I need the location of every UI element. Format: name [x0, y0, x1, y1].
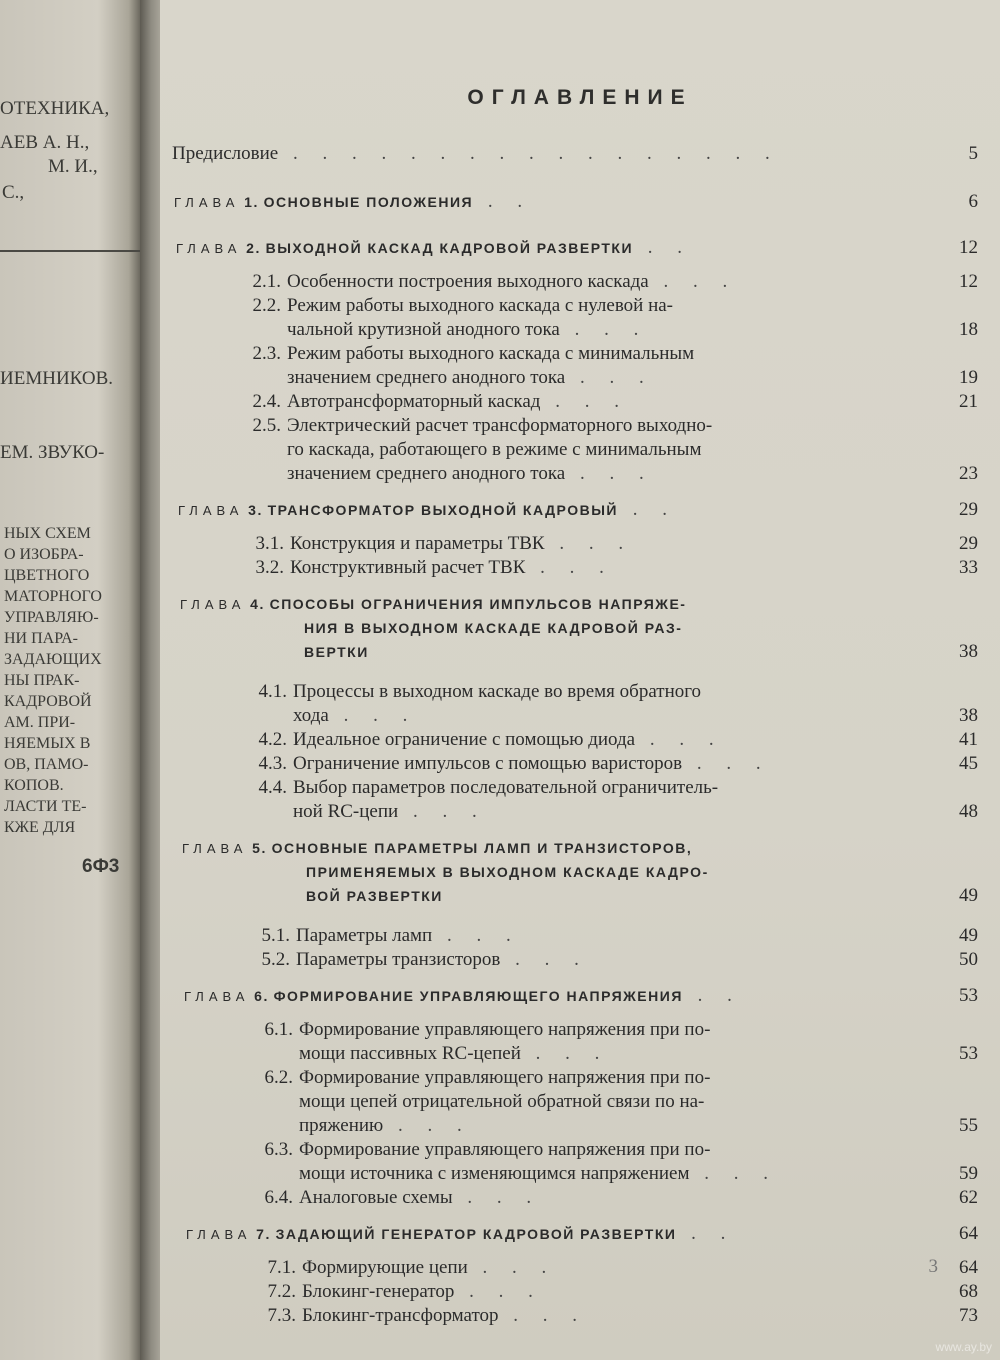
toc-section-row [249, 1067, 978, 1089]
left-text: С., [2, 182, 25, 203]
left-text: КАДРОВОЙ [4, 693, 92, 710]
right-page [160, 0, 1000, 1360]
section-title: Автотрансформаторный каскад [287, 391, 541, 412]
toc-chapter-row [180, 593, 978, 615]
section-number: 7.2. [267, 1281, 296, 1302]
section-number: 4.2. [258, 729, 287, 750]
toc-page-number: 23 [959, 463, 978, 484]
left-text: ЗАДАЮЩИХ [4, 651, 102, 668]
left-text: КОПОВ. [4, 777, 64, 794]
section-title: Аналоговые схемы [299, 1187, 453, 1208]
section-number: 4.4. [258, 777, 287, 798]
section-number: 7.3. [267, 1305, 296, 1326]
toc-page-number: 68 [959, 1281, 978, 1302]
section-number: 3.1. [255, 533, 284, 554]
section-title: Выбор параметров последовательной ограничитель- [293, 777, 719, 798]
toc-chapter-row [174, 191, 978, 213]
toc-page-number: 73 [959, 1305, 978, 1326]
chapter-number: 4. [250, 596, 265, 612]
toc-section-row [252, 1257, 978, 1279]
dot-leader: . . . [454, 1281, 543, 1302]
chapter-title: ТРАНСФОРМАТОР ВЫХОДНОЙ КАДРОВЫЙ [267, 502, 618, 518]
section-number: 5.2. [261, 949, 290, 970]
left-text: ЦВЕТНОГО [4, 567, 90, 584]
toc-title: ОГЛАВЛЕНИЕ [467, 86, 693, 109]
chapter-prefix: ГЛАВА [182, 841, 248, 856]
section-title: значением среднего анодного тока [287, 463, 566, 484]
dot-leader: . . . [383, 1115, 472, 1136]
section-title: Формирование управляющего напряжения при по- [299, 1139, 711, 1160]
section-title: Идеальное ограничение с помощью диода [293, 729, 636, 750]
toc-section-row [249, 1019, 978, 1041]
chapter-number: 7. [256, 1226, 271, 1242]
section-number: 2.4. [252, 391, 281, 412]
preface-label: Предисловие [172, 143, 279, 164]
toc-chapter-row [186, 1223, 978, 1245]
toc-section-row [237, 295, 978, 317]
toc-page-number: 33 [959, 557, 978, 578]
dot-leader: . . . [565, 367, 654, 388]
toc-section-row [237, 343, 978, 365]
dot-leader: . . . [648, 271, 738, 292]
toc-section-row [237, 271, 978, 293]
toc-page-number: 29 [959, 533, 978, 554]
left-text: ЛАСТИ ТЕ- [4, 798, 87, 815]
toc-section-row [243, 777, 978, 799]
section-title: го каскада, работающего в режиме с минимальным [287, 439, 702, 460]
left-text: О ИЗОБРА- [4, 546, 84, 563]
toc-chapter-row [306, 861, 978, 883]
chapter-title: ЗАДАЮЩИЙ ГЕНЕРАТОР КАДРОВОЙ РАЗВЕРТКИ [275, 1226, 677, 1242]
toc-section-row [246, 925, 978, 947]
dot-leader: . . . [498, 1305, 588, 1326]
toc-page-number: 12 [959, 271, 978, 292]
toc-page-number: 59 [959, 1163, 978, 1184]
dot-leader: . . . [635, 729, 724, 750]
toc-section-row [237, 367, 978, 389]
dot-leader: . . [676, 1223, 736, 1244]
left-text: НИ ПАРА- [4, 630, 78, 647]
section-title: Блокинг-генератор [302, 1281, 455, 1302]
toc-chapter-row [176, 237, 978, 259]
section-title: Режим работы выходного каскада с минимальным [287, 343, 695, 364]
section-number: 6.1. [264, 1019, 293, 1040]
left-text: НЯЕМЫХ В [4, 735, 91, 752]
left-text: ЕМ. ЗВУКО- [0, 442, 105, 463]
toc-section-row [243, 705, 978, 727]
chapter-title: НИЯ В ВЫХОДНОМ КАСКАДЕ КАДРОВОЙ РАЗ- [304, 620, 683, 636]
toc-section-row [243, 729, 978, 751]
toc-section-row [240, 533, 978, 555]
chapter-title: ПРИМЕНЯЕМЫХ В ВЫХОДНОМ КАСКАДЕ КАДРО- [306, 864, 709, 880]
chapter-number: 2. [246, 240, 261, 256]
section-title: пряжению [299, 1115, 384, 1136]
toc-page-number: 49 [959, 885, 978, 906]
toc-page-number: 55 [959, 1115, 978, 1136]
toc-section-row [240, 557, 978, 579]
chapter-number: 6. [254, 988, 269, 1004]
dot-leader: . . [617, 499, 677, 520]
toc-page-number: 38 [959, 641, 978, 662]
toc-page-number: 12 [959, 237, 978, 258]
section-number: 6.3. [264, 1139, 293, 1160]
toc-section-row [237, 463, 978, 485]
toc-page-number: 48 [959, 801, 978, 822]
section-title: Формирование управляющего напряжения при по- [299, 1019, 711, 1040]
left-text: НЫ ПРАК- [4, 672, 80, 689]
dot-leader: . . . [328, 705, 418, 726]
toc-section-row [237, 439, 978, 461]
toc-section-row [249, 1115, 978, 1137]
toc-page-number: 49 [959, 925, 978, 946]
chapter-title: ВЕРТКИ [304, 644, 369, 660]
section-title: Параметры ламп [296, 925, 433, 946]
section-title: значением среднего анодного тока [287, 367, 566, 388]
section-title: Формирующие цепи [302, 1257, 468, 1278]
toc-chapter-row [178, 499, 978, 521]
toc-page-number: 53 [959, 985, 978, 1006]
toc-page-number: 64 [959, 1257, 978, 1278]
section-title: мощи цепей отрицательной обратной связи по на- [299, 1091, 705, 1112]
chapter-prefix: ГЛАВА [178, 503, 244, 518]
left-text: М. И., [48, 156, 98, 177]
section-number: 6.2. [264, 1067, 293, 1088]
toc-section-row [246, 949, 978, 971]
left-text: КЖЕ ДЛЯ [4, 819, 76, 836]
dot-leader: . . . [544, 533, 634, 554]
left-text: 6Ф3 [82, 856, 120, 877]
chapter-prefix: ГЛАВА [184, 989, 250, 1004]
dot-leader: . . . [540, 391, 629, 412]
dot-leader: . . [473, 191, 533, 212]
toc-section-row [252, 1281, 978, 1303]
divider [0, 250, 140, 252]
section-number: 2.3. [252, 343, 281, 364]
toc-section-row [237, 319, 978, 341]
toc-page-number: 6 [968, 191, 978, 212]
dot-leader: . . . [525, 557, 614, 578]
toc-page-number: 5 [968, 143, 978, 164]
toc-section-row [252, 1305, 978, 1327]
toc-section-row [243, 753, 978, 775]
toc-chapter-row [182, 837, 978, 859]
chapter-prefix: ГЛАВА [176, 241, 242, 256]
chapter-title: ВЫХОДНОЙ КАСКАД КАДРОВОЙ РАЗВЕРТКИ [265, 240, 634, 256]
section-title: Процессы в выходном каскаде во время обратного [293, 681, 702, 702]
section-number: 3.2. [255, 557, 284, 578]
left-text: УПРАВЛЯЮ- [4, 609, 99, 626]
chapter-prefix: ГЛАВА [174, 195, 240, 210]
toc-section-row [249, 1091, 978, 1113]
left-text: АЕВ А. Н., [0, 132, 90, 153]
toc-section-row [237, 391, 978, 413]
section-number: 6.4. [264, 1187, 293, 1208]
left-text: ИЕМНИКОВ. [0, 368, 114, 389]
dot-leader: . . [682, 985, 742, 1006]
section-title: мощи пассивных RC-цепей [299, 1043, 521, 1064]
chapter-title: ВОЙ РАЗВЕРТКИ [306, 888, 443, 904]
toc-page-number: 18 [959, 319, 978, 340]
left-text: НЫХ СХЕМ [4, 525, 91, 542]
toc-chapter-row [306, 885, 978, 907]
toc-page-number: 41 [959, 729, 978, 750]
section-number: 2.5. [252, 415, 281, 436]
section-title: Конструкция и параметры ТВК [290, 533, 545, 554]
left-text: ОТЕХНИКА, [0, 98, 110, 119]
toc-chapter-row [304, 617, 978, 639]
toc-section-row [237, 415, 978, 437]
section-number: 4.3. [258, 753, 287, 774]
chapter-number: 5. [252, 840, 267, 856]
dot-leader: . . . [398, 801, 487, 822]
section-title: хода [293, 705, 329, 726]
section-title: Блокинг-трансформатор [302, 1305, 499, 1326]
section-number: 5.1. [261, 925, 290, 946]
toc-page-number: 50 [959, 949, 978, 970]
toc-page-number: 19 [959, 367, 978, 388]
watermark: www.ay.by [935, 1340, 992, 1354]
chapter-number: 1. [244, 194, 259, 210]
section-number: 2.2. [252, 295, 281, 316]
left-text: ОВ, ПАМО- [4, 756, 89, 773]
toc-page-number: 64 [959, 1223, 978, 1244]
toc-section-row [243, 681, 978, 703]
section-title: ной RC-цепи [293, 801, 399, 822]
toc-page-number: 53 [959, 1043, 978, 1064]
dot-leader: . . [633, 237, 693, 258]
dot-leader: . . . [452, 1187, 542, 1208]
section-number: 2.1. [252, 271, 281, 292]
section-title: Электрический расчет трансформаторного выходно- [287, 415, 713, 436]
toc-page-number: 38 [959, 705, 978, 726]
section-number: 4.1. [258, 681, 287, 702]
toc-preface-row [172, 143, 978, 165]
toc-page-number: 62 [959, 1187, 978, 1208]
toc-chapter-row [184, 985, 978, 1007]
toc-section-row [249, 1163, 978, 1185]
toc-page-number: 29 [959, 499, 978, 520]
chapter-title: ОСНОВНЫЕ ПАРАМЕТРЫ ЛАМП И ТРАНЗИСТОРОВ, [271, 840, 693, 856]
dot-leader: . . . [682, 753, 771, 774]
left-page [0, 0, 140, 1360]
left-text: МАТОРНОГО [4, 588, 102, 605]
section-title: Конструктивный расчет ТВК [290, 557, 526, 578]
toc-section-row [243, 801, 978, 823]
section-title: Особенности построения выходного каскада [287, 271, 649, 292]
toc-page-number: 45 [959, 753, 978, 774]
chapter-title: ФОРМИРОВАНИЕ УПРАВЛЯЮЩЕГО НАПРЯЖЕНИЯ [273, 988, 683, 1004]
left-text: АМ. ПРИ- [4, 714, 76, 731]
chapter-prefix: ГЛАВА [180, 597, 246, 612]
toc-section-row [249, 1043, 978, 1065]
dot-leader: . . . . . . . . . . . . . . . . . [278, 143, 780, 164]
toc-chapter-row [304, 641, 978, 663]
chapter-prefix: ГЛАВА [186, 1227, 252, 1242]
chapter-title: СПОСОБЫ ОГРАНИЧЕНИЯ ИМПУЛЬСОВ НАПРЯЖЕ- [269, 596, 687, 612]
dot-leader: . . . [565, 463, 654, 484]
section-title: Ограничение импульсов с помощью варисторов [293, 753, 683, 774]
dot-leader: . . . [520, 1043, 610, 1064]
section-title: мощи источника с изменяющимся напряжением [299, 1163, 690, 1184]
section-title: Параметры транзисторов [296, 949, 501, 970]
dot-leader: . . . [689, 1163, 779, 1184]
section-title: Формирование управляющего напряжения при по- [299, 1067, 711, 1088]
dot-leader: . . . [500, 949, 589, 970]
section-number: 7.1. [267, 1257, 296, 1278]
chapter-number: 3. [248, 502, 263, 518]
toc-section-row [249, 1139, 978, 1161]
page-number: 3 [928, 1256, 938, 1277]
dot-leader: . . . [559, 319, 649, 340]
dot-leader: . . . [432, 925, 521, 946]
toc-section-row [249, 1187, 978, 1209]
section-title: Режим работы выходного каскада с нулевой на- [287, 295, 674, 316]
toc-page-number: 21 [959, 391, 978, 412]
chapter-title: ОСНОВНЫЕ ПОЛОЖЕНИЯ [263, 194, 474, 210]
section-title: чальной крутизной анодного тока [287, 319, 560, 340]
dot-leader: . . . [467, 1257, 557, 1278]
